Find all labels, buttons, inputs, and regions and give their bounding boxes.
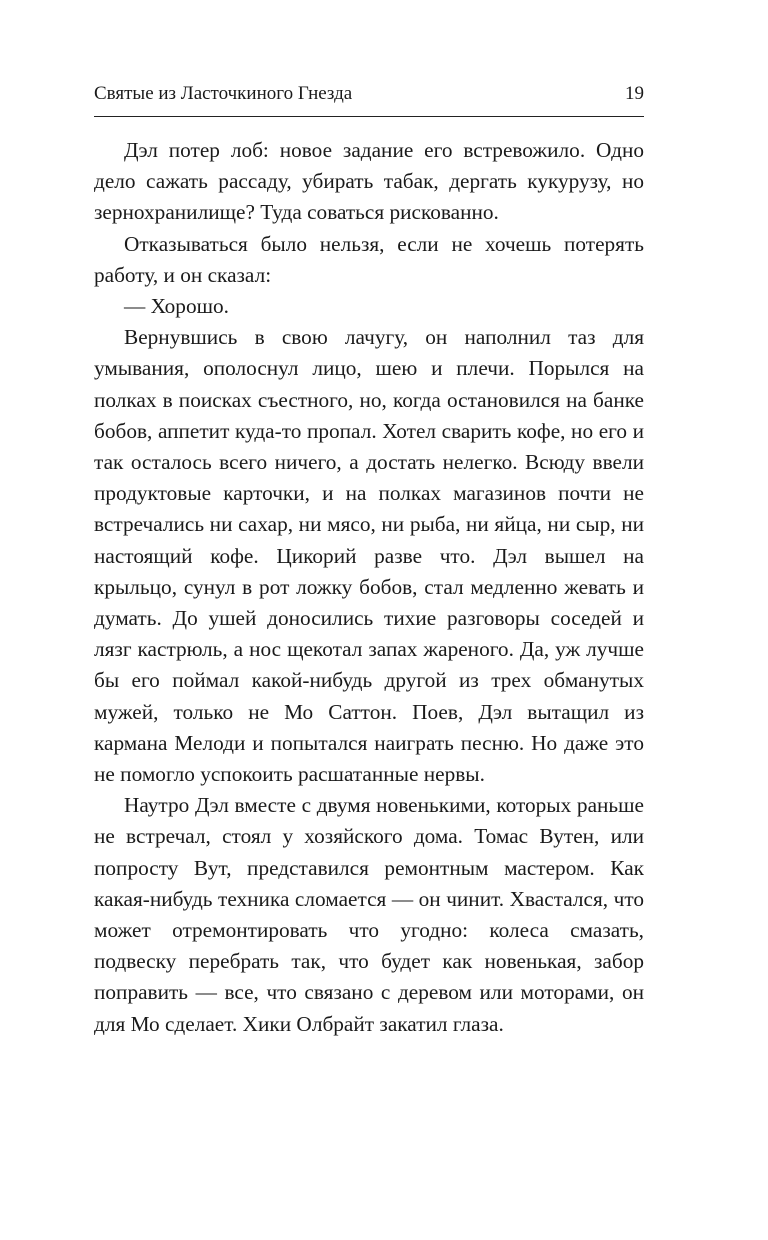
paragraph: Дэл потер лоб: новое задание его встревожило. Одно дело сажать рассаду, убирать табак, дергать кукурузу, но зернохранилище? Туда соваться рискованно. — [94, 138, 644, 225]
running-header — [94, 82, 644, 117]
book-page — [94, 82, 644, 1040]
dialogue-line: — Хорошо. — [124, 294, 229, 319]
paragraph: Вернувшись в свою лачугу, он наполнил таз для умывания, ополоснул лицо, шею и плечи. Порылся на полках в поисках съестного, но, когда остановился на банке бобов, аппетит куда-то пропал. Хотел сварить кофе, но его и так осталось всего ничего, а достать нелегко. Всюду ввели продуктовые карточки, и на полках магазинов почти не встречались ни сахар, ни мясо, ни рыба, ни яйца, ни сыр, ни настоящий кофе. Цикорий разве что. Дэл вышел на крыльцо, сунул в рот ложку бобов, стал медленно жевать и думать. До ушей доносились тихие разговоры соседей и лязг кастрюль, а нос щекотал запах жареного. Да, уж лучше бы его поймал какой-нибудь другой из трех обманутых мужей, только не Мо Саттон. Поев, Дэл вытащил из кармана Мелоди и попытался наиграть песню. Но даже это не помогло успокоить расшатанные нервы. — [94, 325, 644, 787]
book-title: Святые из Ласточкиного Гнезда — [94, 83, 353, 104]
page-body — [94, 135, 644, 1040]
page-number: 19 — [625, 83, 644, 104]
paragraph: Наутро Дэл вместе с двумя новенькими, которых раньше не встречал, стоял у хозяйского дома. Томас Вутен, или попросту Вут, представился ремонтным мастером. Как какая-нибудь техника сломается — он чинит. Хвастался, что может отремонтировать что угодно: колеса смазать, подвеску перебрать так, что будет как новенькая, забор поправить — все, что связано с деревом или моторами, он для Мо сделает. Хики Олбрайт закатил глаза. — [94, 793, 644, 1036]
paragraph: Отказываться было нельзя, если не хочешь потерять работу, и он сказал: — [94, 231, 644, 287]
